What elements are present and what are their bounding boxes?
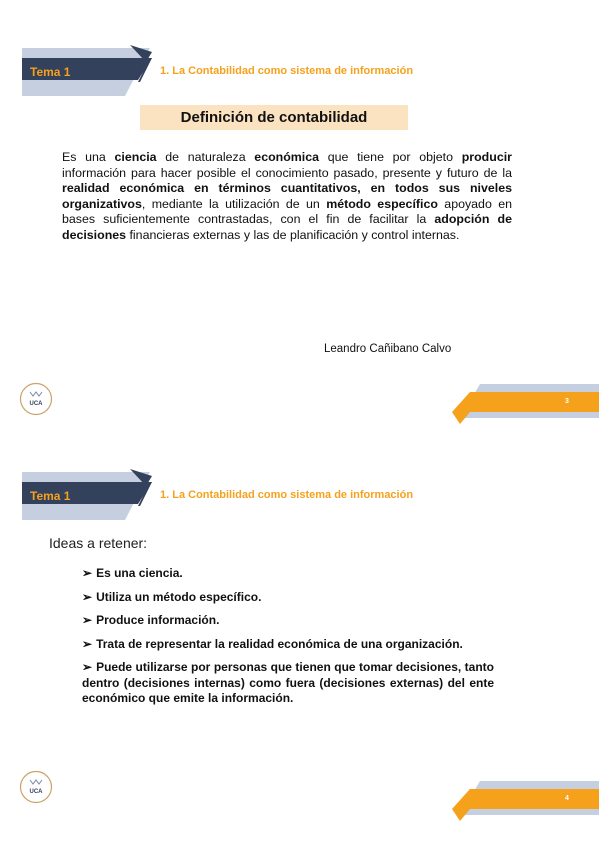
paragraph-segment: Es una bbox=[62, 150, 115, 164]
author-name: Leandro Cañibano Calvo bbox=[324, 343, 452, 355]
definition-title: Definición de contabilidad bbox=[140, 105, 408, 130]
page-number: 4 bbox=[565, 795, 569, 802]
paragraph-segment: de naturaleza bbox=[156, 150, 255, 164]
bullet-arrow-icon: ➢ bbox=[82, 660, 93, 674]
paragraph-bold-segment: adopción de decisiones bbox=[62, 212, 512, 242]
section-title: 1. La Contabilidad como sistema de información bbox=[160, 65, 414, 77]
svg-text:UCA: UCA bbox=[29, 789, 43, 795]
svg-text:UCA: UCA bbox=[29, 401, 43, 407]
paragraph-segment: información para hacer posible el conocimiento pasado, presente y futuro de la bbox=[62, 165, 512, 180]
definition-paragraph bbox=[62, 150, 512, 243]
slide-4 bbox=[0, 424, 599, 848]
uca-logo-icon bbox=[19, 382, 53, 416]
section-title: 1. La Contabilidad como sistema de información bbox=[160, 489, 414, 501]
bullet-list bbox=[82, 566, 494, 715]
paragraph-segment: que tiene por objeto bbox=[319, 150, 462, 164]
bullet-item: ➢ Produce información. bbox=[82, 613, 220, 627]
bullet-item: ➢ Puede utilizarse por personas que tienen que tomar decisiones, tanto dentro (decisiones internas) como fuera (decisiones externas) del ente económico que emite la información. bbox=[82, 660, 494, 705]
bullet-arrow-icon: ➢ bbox=[82, 566, 93, 580]
paragraph-bold-segment: método específico bbox=[326, 196, 438, 211]
slide-header bbox=[0, 40, 599, 100]
bullet-item: ➢ Es una ciencia. bbox=[82, 566, 183, 580]
tema-label: Tema 1 bbox=[30, 489, 71, 503]
page-footer bbox=[440, 775, 599, 829]
paragraph-segment: , mediante la utilización de un bbox=[141, 196, 327, 211]
ideas-title: Ideas a retener: bbox=[49, 535, 148, 551]
bullet-arrow-icon: ➢ bbox=[82, 589, 93, 604]
paragraph-bold-segment: producir bbox=[461, 150, 512, 164]
paragraph-segment: apoyado en bases suficientemente contrastadas, con el fin de facilitar la bbox=[62, 196, 513, 226]
paragraph-bold-segment: realidad económica en términos cuantitativos, en todos sus niveles organizativos bbox=[62, 181, 512, 211]
bullet-item: ➢ Trata de representar la realidad económica de una organización. bbox=[82, 636, 463, 651]
footer-banner-graphic bbox=[440, 775, 599, 829]
page-number: 3 bbox=[565, 398, 569, 405]
paragraph-bold-segment: económica bbox=[254, 150, 320, 164]
paragraph-segment: financieras externas y las de planificación y control internas. bbox=[126, 227, 460, 242]
slide-header bbox=[0, 464, 599, 524]
bullet-arrow-icon: ➢ bbox=[82, 613, 93, 627]
uca-logo-icon bbox=[19, 770, 53, 804]
bullet-item: ➢ Utiliza un método específico. bbox=[82, 589, 262, 604]
bullet-arrow-icon: ➢ bbox=[82, 636, 93, 651]
tema-label: Tema 1 bbox=[30, 65, 71, 79]
paragraph-bold-segment: ciencia bbox=[114, 150, 157, 164]
